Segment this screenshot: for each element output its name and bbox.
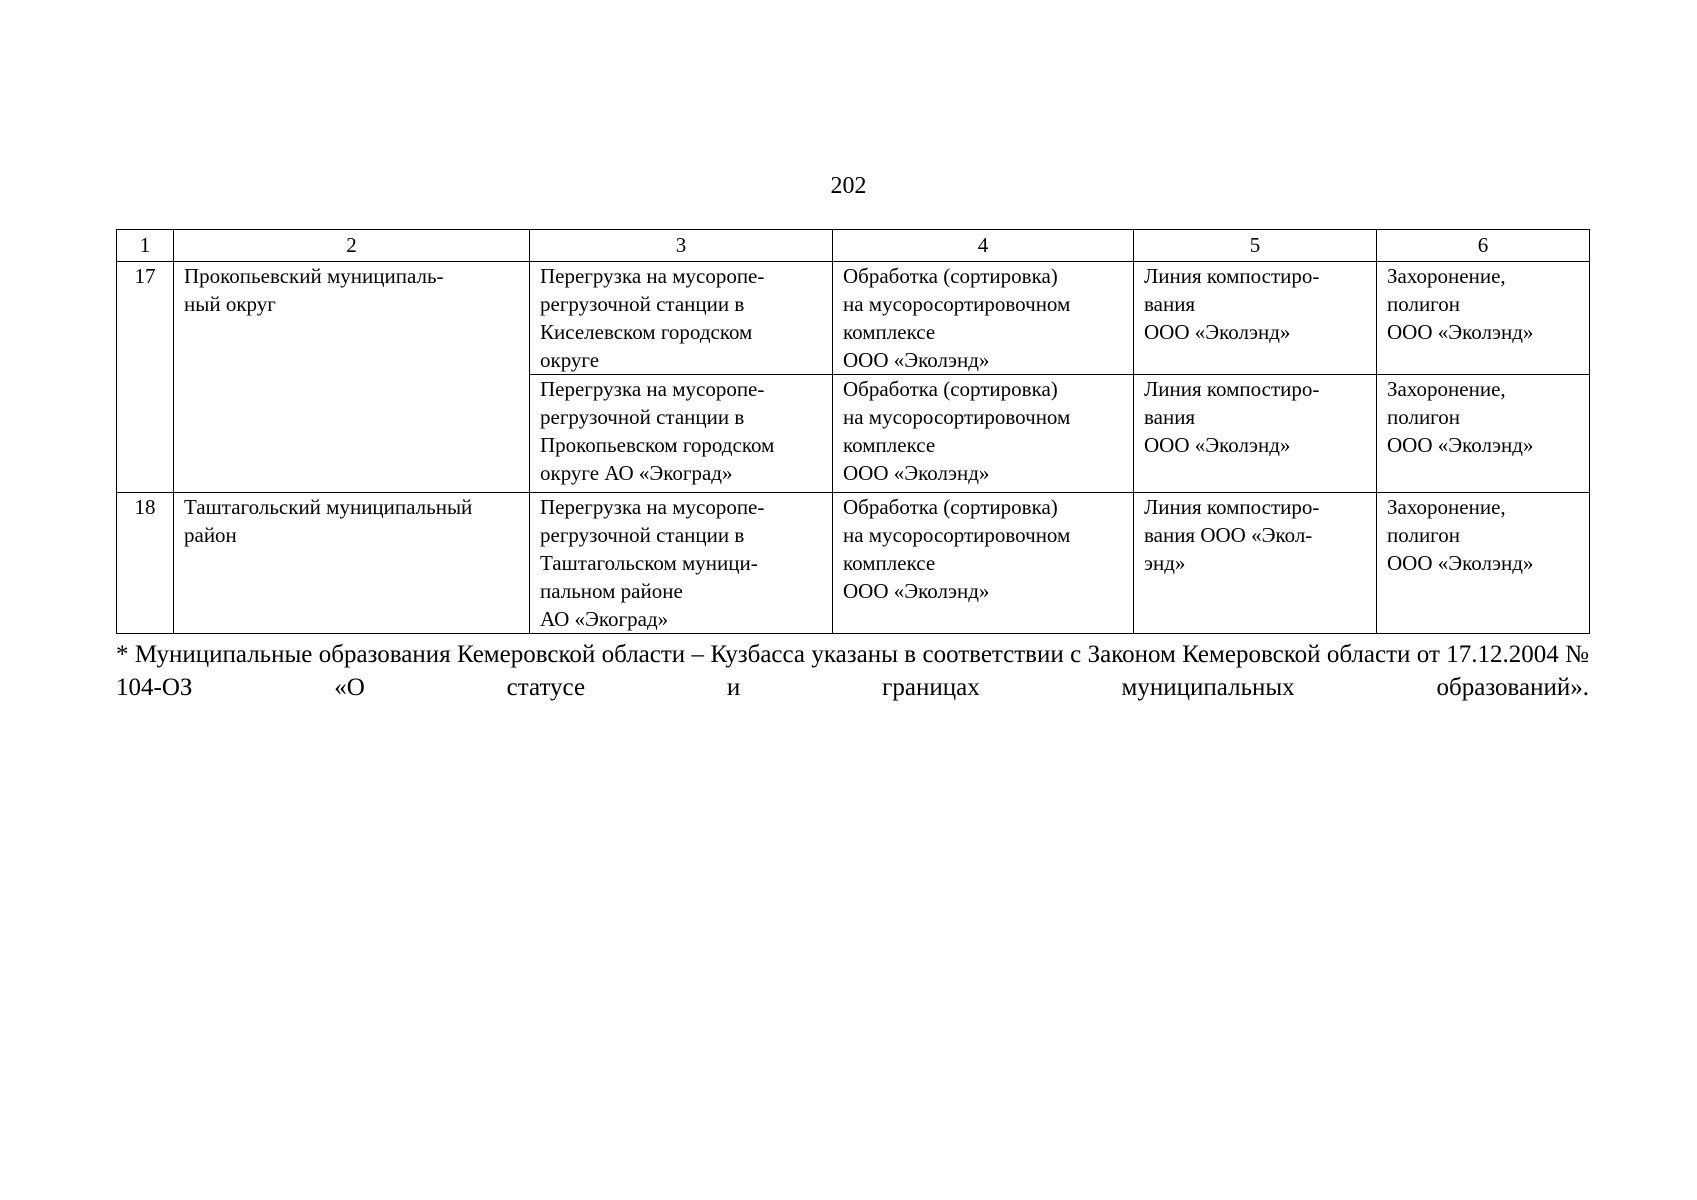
transfer-cell: Перегрузка на мусоропе- регрузочной станции в Таштагольском муници- пальном районе АО «Экоград» bbox=[530, 493, 833, 634]
processing-cell: Обработка (сортировка) на мусоросортировочном комплексе ООО «Эколэнд» bbox=[833, 375, 1134, 493]
row-number: 18 bbox=[117, 493, 174, 634]
table-row bbox=[117, 493, 1590, 634]
column-header-1: 1 bbox=[117, 230, 174, 262]
waste-flow-table bbox=[116, 229, 1590, 634]
composting-cell: Линия компостиро- вания ООО «Экол- энд» bbox=[1134, 493, 1377, 634]
column-header-6: 6 bbox=[1377, 230, 1590, 262]
table-row bbox=[117, 262, 1590, 375]
disposal-cell: Захоронение, полигон ООО «Эколэнд» bbox=[1377, 375, 1590, 493]
transfer-cell: Перегрузка на мусоропе- регрузочной станции в Прокопьевском городском округе АО «Экоград» bbox=[530, 375, 833, 493]
transfer-cell: Перегрузка на мусоропе- регрузочной станции в Киселевском городском округе bbox=[530, 262, 833, 375]
column-header-2: 2 bbox=[174, 230, 530, 262]
composting-cell: Линия компостиро- вания ООО «Эколэнд» bbox=[1134, 262, 1377, 375]
row-number: 17 bbox=[117, 262, 174, 493]
composting-cell: Линия компостиро- вания ООО «Эколэнд» bbox=[1134, 375, 1377, 493]
disposal-cell: Захоронение, полигон ООО «Эколэнд» bbox=[1377, 262, 1590, 375]
processing-cell: Обработка (сортировка) на мусоросортировочном комплексе ООО «Эколэнд» bbox=[833, 493, 1134, 634]
table-header-row bbox=[117, 230, 1590, 262]
footnote: * Муниципальные образования Кемеровской области – Кузбасса указаны в соответствии с Законом Кемеровской области от 17.12.2004 № 104-ОЗ «О статусе и границах муниципальных образований». bbox=[116, 641, 1589, 701]
page-number: 202 bbox=[830, 173, 867, 199]
column-header-3: 3 bbox=[530, 230, 833, 262]
column-header-5: 5 bbox=[1134, 230, 1377, 262]
municipality-cell: Прокопьевский муниципаль- ный округ bbox=[174, 262, 530, 493]
disposal-cell: Захоронение, полигон ООО «Эколэнд» bbox=[1377, 493, 1590, 634]
municipality-cell: Таштагольский муниципальный район bbox=[174, 493, 530, 634]
column-header-4: 4 bbox=[833, 230, 1134, 262]
processing-cell: Обработка (сортировка) на мусоросортировочном комплексе ООО «Эколэнд» bbox=[833, 262, 1134, 375]
